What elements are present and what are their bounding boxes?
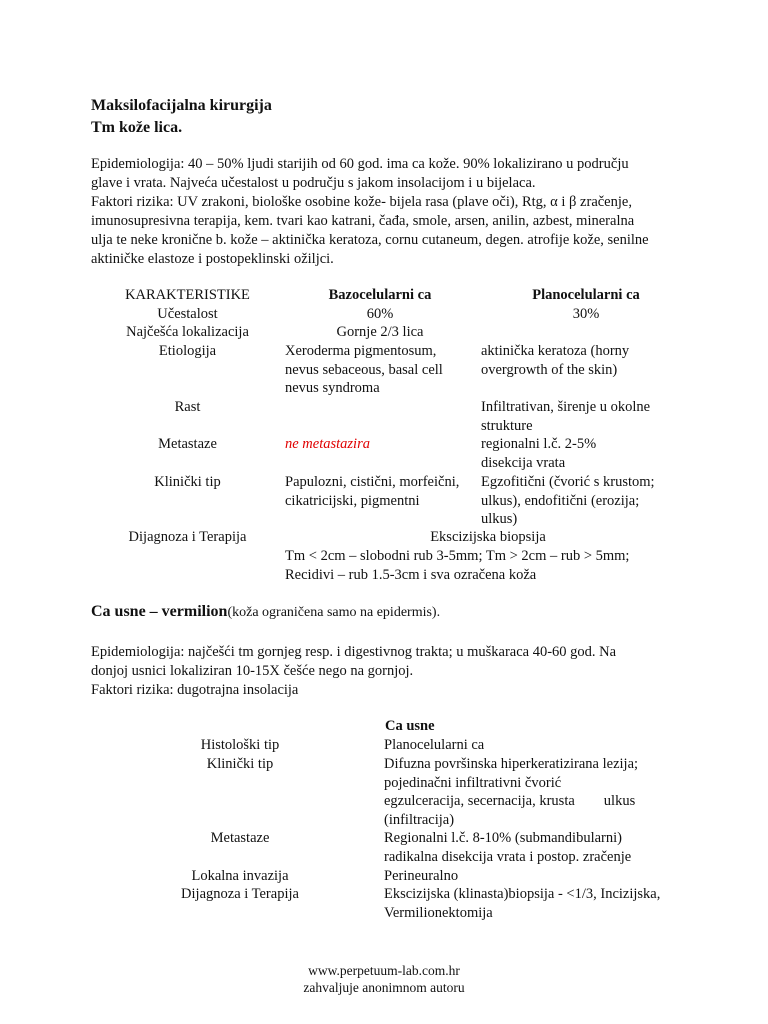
value-line: Recidivi – rub 1.5-3cm i sva ozračena koža — [285, 566, 537, 583]
value-line: Infiltrativan, širenje u okolne — [481, 399, 651, 415]
row-label: Lokalna invazija — [191, 868, 289, 884]
value-line: Egzofitični (čvorić s krustom; — [481, 474, 655, 490]
paragraph-line: Faktori rizika: dugotrajna insolacija — [91, 682, 299, 698]
paragraph-line: donjoj usnici lokaliziran 10-15X češće nego na gornjoj. — [91, 663, 414, 679]
value-line: disekcija vrata — [481, 454, 566, 471]
header-characteristics: KARAKTERISTIKE — [125, 287, 250, 303]
intro-line: ulja te neke kronične b. kože – aktinička keratoza, cornu cutaneum, degen. atrofije kože, senilne — [91, 232, 649, 248]
value-line: nevus sebaceous, basal cell — [285, 361, 443, 378]
value-line: Xeroderma pigmentosum, — [285, 343, 437, 359]
value-line: regionalni l.č. 2-5% — [481, 436, 597, 452]
value-line: nevus syndroma — [285, 380, 380, 397]
row-value — [384, 829, 684, 866]
row-label: Rast — [174, 399, 201, 415]
value-line: Regionalni l.č. 8-10% (submandibularni) — [384, 830, 622, 846]
lip-table-title: Ca usne — [385, 718, 435, 734]
basal-cell-value: ne metastazira — [285, 436, 370, 452]
squamous-cell-value: 30% — [572, 306, 600, 322]
row-label: Histološki tip — [200, 737, 280, 753]
document-subtitle: Tm kože lica. — [91, 119, 183, 136]
intro-line: imunosupresivna terapija, kem. tvari kao katrani, čađa, smole, arsen, anilin, azbest, mineralna — [91, 213, 635, 229]
intro-line: Epidemiologija: 40 – 50% ljudi starijih od 60 god. ima ca kože. 90% lokalizirano u području — [91, 156, 629, 172]
shared-value: Gornje 2/3 lica — [336, 324, 424, 340]
lip-paragraph — [91, 643, 681, 700]
row-value: Perineuralno — [384, 868, 459, 884]
footer-url[interactable]: www.perpetuum-lab.com.hr — [308, 963, 460, 978]
value-line: aktinička keratoza (horny — [481, 343, 630, 359]
value-line: Difuzna površinska hiperkeratizirana lezija; — [384, 756, 639, 772]
value-line: Vermilionektomija — [384, 904, 493, 921]
paragraph-line: Epidemiologija: najčešći tm gornjeg resp. i digestivnog trakta; u muškaraca 40-60 god. Na — [91, 644, 617, 660]
value-line: overgrowth of the skin) — [481, 361, 618, 378]
row-label: Dijagnoza i Terapija — [181, 886, 299, 902]
row-label: Učestalost — [157, 306, 218, 322]
value-line: Papulozni, cistični, morfeični, — [285, 474, 460, 490]
header-squamous-cell: Planocelularni ca — [532, 287, 640, 303]
value-line: ulkus) — [481, 511, 518, 528]
diagnosis-details — [285, 547, 691, 584]
intro-line: glave i vrata. Najveća učestalost u području s jakom insolacijom i u bijelaca. — [91, 175, 536, 191]
intro-line: Faktori rizika: UV zrakoni, biološke osobine kože- bijela rasa (plave oči), Rtg, α i β zračenje, — [91, 194, 632, 210]
intro-line: aktiničke elastoze i postopeklinski ožiljci. — [91, 251, 334, 267]
value-line: cikatricijski, pigmentni — [285, 492, 420, 509]
basal-cell-value — [285, 473, 475, 510]
squamous-cell-value — [481, 398, 691, 435]
basal-cell-value: 60% — [366, 306, 394, 322]
squamous-cell-value — [481, 473, 691, 529]
value-line: radikalna disekcija vrata i postop. zračenje — [384, 848, 632, 865]
intro-paragraph — [91, 155, 681, 269]
page-footer — [0, 962, 768, 996]
row-value — [384, 885, 684, 922]
value-line: (infiltracija) — [384, 811, 455, 828]
section-note: (koža ograničena samo na epidermis). — [227, 605, 441, 620]
basal-cell-value — [285, 342, 475, 398]
row-value — [384, 755, 684, 829]
value-line: ulkus), endofitični (erozija; — [481, 492, 640, 509]
row-label: Klinički tip — [154, 474, 221, 490]
footer-credit: zahvaljuje anonimnom autoru — [303, 980, 465, 995]
squamous-cell-value — [481, 435, 691, 472]
row-label: Metastaze — [210, 830, 270, 846]
shared-value: Ekscizijska biopsija — [430, 529, 546, 545]
value-line: Tm < 2cm – slobodni rub 3-5mm; Tm > 2cm – rub > 5mm; — [285, 548, 630, 564]
section-heading — [91, 603, 440, 621]
header-basal-cell: Bazocelularni ca — [328, 287, 432, 303]
value-line: pojedinačni infiltrativni čvorić — [384, 774, 562, 791]
section-title: Ca usne – vermilion — [91, 603, 228, 620]
row-label: Metastaze — [158, 436, 217, 452]
value-line: egzulceracija, secernacija, krusta ulkus — [384, 793, 636, 810]
document-title: Maksilofacijalna kirurgija — [91, 97, 272, 114]
squamous-cell-value — [481, 342, 691, 379]
row-label: Etiologija — [158, 343, 217, 359]
row-value: Planocelularni ca — [384, 737, 485, 753]
value-line: strukture — [481, 417, 533, 434]
row-label: Klinički tip — [206, 756, 274, 772]
row-label: Dijagnoza i Terapija — [128, 529, 247, 545]
value-line: Ekscizijska (klinasta)biopsija - <1/3, Incizijska, — [384, 886, 661, 902]
row-label: Najčešća lokalizacija — [126, 324, 249, 340]
